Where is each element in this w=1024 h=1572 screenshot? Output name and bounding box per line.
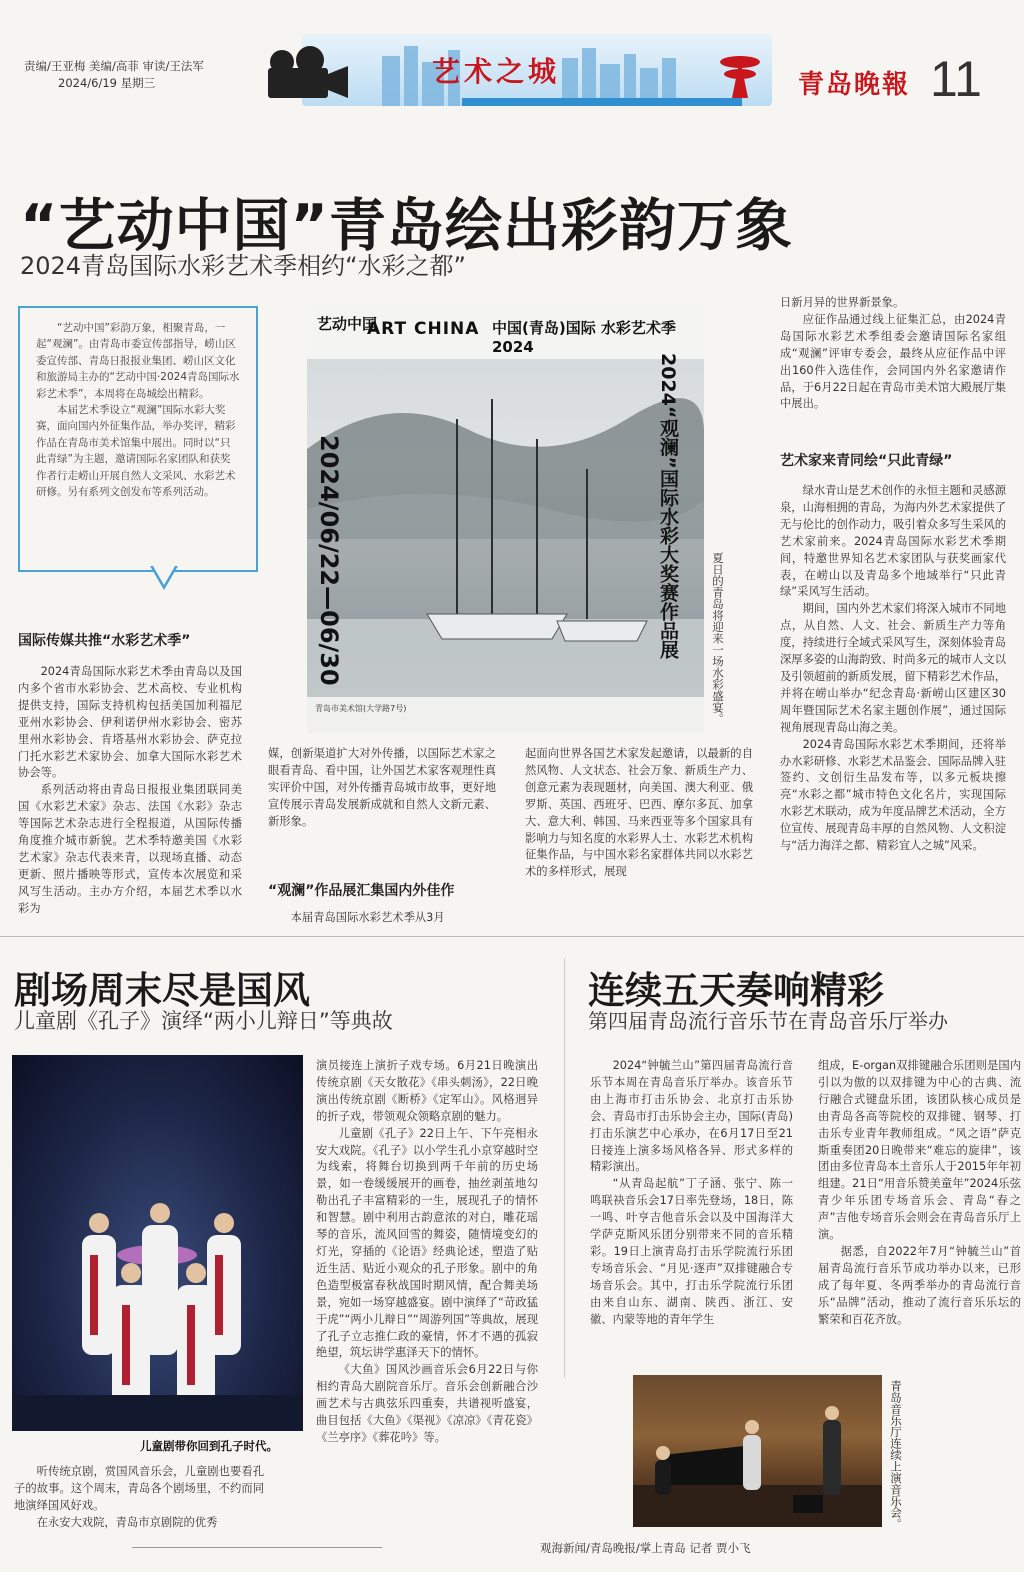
paragraph: 演员接连上演折子戏专场。6月21日晚演出传统京剧《天女散花》《串头刺汤》，22日晚演出传统京剧《断桥》《定军山》。风格迥异的折子戏，带领观众领略京剧的魅力。 [316,1059,538,1123]
paragraph: 系列活动将由青岛日报报业集团联同美国《水彩艺术家》杂志、法国《水彩》杂志等国际艺术杂志进行全程报道，从国际传播角度推介城市新貌。艺术季特邀美国《水彩艺术家》杂志代表来青，以现场直播、动态更新、照片播映等形式，宣传本次展览和采风写生活动。主办方介绍，本届艺术季以水彩为 [18,783,242,915]
paragraph: 2024青岛国际水彩艺术季期间，还将举办水彩研修、水彩艺术品鉴会、国际品牌入驻签约、文创衍生品发布等，以多元板块擦亮“水彩之都”城市特色文化名片，实现国际水彩艺术联动，成为年度品牌艺术活动，全方位宣传、展现青岛丰厚的自然风物、人文积淀与“活力海洋之都、精彩宜人之城”风采。 [780,737,1006,853]
lead-headline: “艺动中国”青岛绘出彩韵万象 [20,193,793,259]
poster-title: 中国(青岛)国际 水彩艺术季 2024 [492,319,676,356]
theater-headline: 剧场周末尽是国风 [14,969,310,1012]
section-heading-exhibition: “观澜”作品展汇集国内外佳作 [268,883,455,899]
lead-column-3 [525,746,753,928]
music-headline: 连续五天奏响精彩 [588,969,884,1012]
callout-paragraph: “艺动中国”彩韵万象，相聚青岛，一起“观澜”。由青岛市委宣传部指导，崂山区委宣传部、青岛日报报业集团、崂山区文化和旅游局主办的“艺动中国·2024青岛国际水彩艺术季”，本周将在岛城绘出精彩。 [36,322,240,400]
lead-column-4 [780,295,1006,413]
paragraph: 起面向世界各国艺术家发起邀请，以最新的自然风物、人文状态、社会万象、新质生产力、创意元素为表现题材，向美国、澳大利亚、俄罗斯、英国、西班牙、巴西、摩尔多瓦、加拿大、意大利、韩国、马来西亚等多个国家具有影响力与知名度的水彩界人士、水彩艺术机构征集作品，与中国水彩名家群体共同以水彩艺术的多样形式，展现 [525,747,753,879]
paragraph: 听传统京剧，赏国风音乐会，儿童剧也要看孔子的故事。这个周末，青岛各个剧场里，不约而同地演绎国风好戏。 [14,1465,264,1512]
paragraph: 《大鱼》国风沙画音乐会6月22日与你相约青岛大剧院音乐厅。音乐会创新融合沙画艺术与古典弦乐四重奏，共谱视听盛宴，曲目包括《大鱼》《渠视》《凉凉》《青花瓷》《兰亭序》《葬花吟》等。 [316,1363,538,1444]
poster-vertical-title: 2024“观澜”国际水彩大奖赛作品展 [657,353,679,659]
music-column-1 [590,1058,793,1368]
callout-tail-inner [153,566,175,585]
play-photo-caption: 儿童剧带你回到孔子时代。 [140,1439,278,1453]
lead-subheadline: 2024青岛国际水彩艺术季相约“水彩之都” [20,252,466,280]
watercolor-harbor-image [307,359,704,697]
paragraph: 2024“钟毓兰山”第四届青岛流行音乐节本周在青岛音乐厅举办。该音乐节由上海市打击乐协会、北京打击乐协会、青岛市打击乐协会主办，国际(青岛)打击乐演艺中心承办，在6月17日至21日接连上演多场风格各异、形式多样的精彩演出。 [590,1059,793,1174]
intro-callout-box [18,306,258,572]
concert-photo-caption: 青岛音乐厅连续上演音乐会。 [889,1380,903,1530]
exhibition-poster [307,305,704,733]
poster-dates: 2024/06/22—06/30 [315,435,343,686]
lead-column-2b [268,910,496,927]
reporter-byline: 观海新闻/青岛晚报/掌上青岛 记者 贾小飞 [540,1541,751,1555]
poster-footer [307,697,704,733]
lead-column-1 [18,664,242,926]
section-divider [0,936,1024,937]
credits-date: 2024/6/19 星期三 [58,76,156,90]
callout-paragraph: 本届艺术季设立“观澜”国际水彩大奖赛，面向国内外征集作品，举办奖评，精彩作品在青岛市美术馆集中展出。同时以“只此青绿”为主题，邀请国际名家团队和获奖作者行走崂山开展自然人文采风、水彩艺术研修。另有系列文创发布等系列活动。 [36,404,236,499]
theater-subheadline: 儿童剧《孔子》演绎“两小儿辩日”等典故 [14,1009,393,1033]
paragraph: 日新月异的世界新景象。 [780,296,905,309]
paragraph: 2024青岛国际水彩艺术季由青岛以及国内多个省市水彩协会、艺术高校、专业机构提供支持，国际支持机构包括美国加利福尼亚州水彩协会、伊利诺伊州水彩协会、密苏里州水彩协会、肯塔基州水彩协会、萨克拉门托水彩艺术家协会、加拿大国际水彩艺术协会等。 [18,665,242,780]
paragraph: 据悉，自2022年7月“钟毓兰山”首届青岛流行音乐节成功举办以来，已形成了每年夏、冬两季举办的青岛流行音乐“品牌”活动，推动了流行音乐乐坛的繁荣和百花齐放。 [818,1244,1021,1326]
paragraph: 媒，创新渠道扩大对外传播，以国际艺术家之眼看青岛、看中国，让外国艺术家客观理性真实评价中国，对外传播青岛城市故事，更好地宣传展示青岛发展新成就和自然人文新元素、新形象。 [268,747,496,828]
stage-performers-image [12,1055,303,1431]
footer-rule [132,1547,382,1548]
paragraph: 应征作品通过线上征集汇总，由2024青岛国际水彩艺术季组委会邀请国际名家组成“观澜”评审专委会，最终从应征作品中评出160件入选佳作，会同国内外名家邀请作品，于6月22日起在青岛市美术馆大殿展厅集中展出。 [780,312,1006,411]
section-banner [262,28,782,120]
poster-venue: 青岛市美术馆(大学路7号) [315,704,407,713]
concert-photo [633,1375,882,1527]
theater-column-2 [316,1058,538,1528]
banner-title: 艺术之城 [432,55,561,88]
section-heading-media: 国际传媒共推“水彩艺术季” [18,633,191,649]
paragraph: 儿童剧《孔子》22日上午、下午亮相永安大戏院。《孔子》以小学生孔小京穿越时空为线索，将舞台切换到两千年前的历史场景，如一卷缓缓展开的画卷，抽丝剥茧地勾勒出孔子丰富精彩的一生，展现孔子的情怀和智慧。剧中利用古韵意浓的对白，雕花瑶琴的音乐，流风回雪的舞姿，随情境变幻的灯光，穿插的《论语》经典论述，塑造了贴近生活、贴近小观众的孔子形象。剧中的角色造型极富春秋战国时期风情，配合舞美场景，宛如一场穿越盛宴。剧中演绎了“苛政猛于虎”“两小儿辩日”“周游列国”等典故，展现了孔子立志推仁政的豪情，怀才不遇的孤寂绝望，筑坛讲学惠泽天下的情怀。 [316,1126,538,1360]
paragraph: 绿水青山是艺术创作的永恒主题和灵感源泉，山海相拥的青岛，为海内外艺术家提供了无与伦比的创作动力，吸引着众多写生采风的艺术家前来。2024青岛国际水彩艺术季期间，特邀世界知名艺术家团队与获奖画家代表，在崂山以及青岛多个地域举行“只此青绿”采风写生活动。 [780,484,1006,599]
paragraph: 组成，E-organ双排键融合乐团则是国内引以为傲的以双排键为中心的古典、流行融合式键盘乐团，该团队核心成员是由青岛各高等院校的双排键、钢琴、打击乐专业青年教师组成。“风之语”萨克斯重奏团20日晚带来“难忘的旋律”，该团由多位青岛本土音乐人于2015年年初组建。21日“用音乐赞美童年”2024乐弦青少年乐团专场音乐会、青岛“春之声”吉他专场音乐会则会在青岛音乐厅上演。 [818,1059,1021,1242]
music-subheadline: 第四届青岛流行音乐节在青岛音乐厅举办 [588,1009,948,1033]
childrens-play-photo [12,1055,303,1431]
paragraph: 期间，国内外艺术家们将深入城市不同地点，从自然、人文、社会、新质生产力等角度，持续进行全域式采风写生，深刻体验青岛深厚多姿的山海韵致、时尚多元的城市人文以及引领超前的新质发展，留下精彩艺术作品，并将在崂山举办“纪念青岛·新崂山区建区30周年暨国际艺术名家主题创作展”，通过国际视角展现青岛山海之美。 [780,602,1006,734]
lead-column-4b [780,483,1006,928]
music-column-2 [818,1058,1021,1368]
paragraph: 在永安大戏院，青岛市京剧院的优秀 [36,1515,218,1529]
page-number: 11 [930,51,982,107]
poster-brand: ART CHINA [367,319,480,339]
credits-staff: 责编/王亚梅 美编/高菲 审读/王法军 [24,59,204,73]
poster-logo: 艺动中国 [317,315,378,333]
concert-performers-image [633,1375,882,1527]
paragraph: 本届青岛国际水彩艺术季从3月 [290,911,445,924]
poster-caption: 夏日的青岛将迎来一场水彩盛宴。 [711,552,725,725]
paragraph: “从青岛起航”丁子涵、张宁、陈一鸣联袂音乐会17日率先登场，18日，陈一鸣、叶亨吉他音乐会以及中国海洋大学萨克斯风乐团分别带来不同的音乐精彩。19日上演青岛打击乐学院流行乐团专场音乐会、“月见·逐声”双排键融合专场音乐会。其中，打击乐学院流行乐团由来自山东、湖南、陕西、浙江、安徽、内蒙等地的青年学生 [590,1177,793,1326]
column-divider [564,958,565,1378]
lead-column-2 [268,746,496,831]
newspaper-name: 青岛晚報 [798,70,911,100]
section-heading-artists: 艺术家来青同绘“只此青绿” [780,453,953,469]
editor-credits [24,58,204,92]
theater-column-1 [14,1464,264,1532]
